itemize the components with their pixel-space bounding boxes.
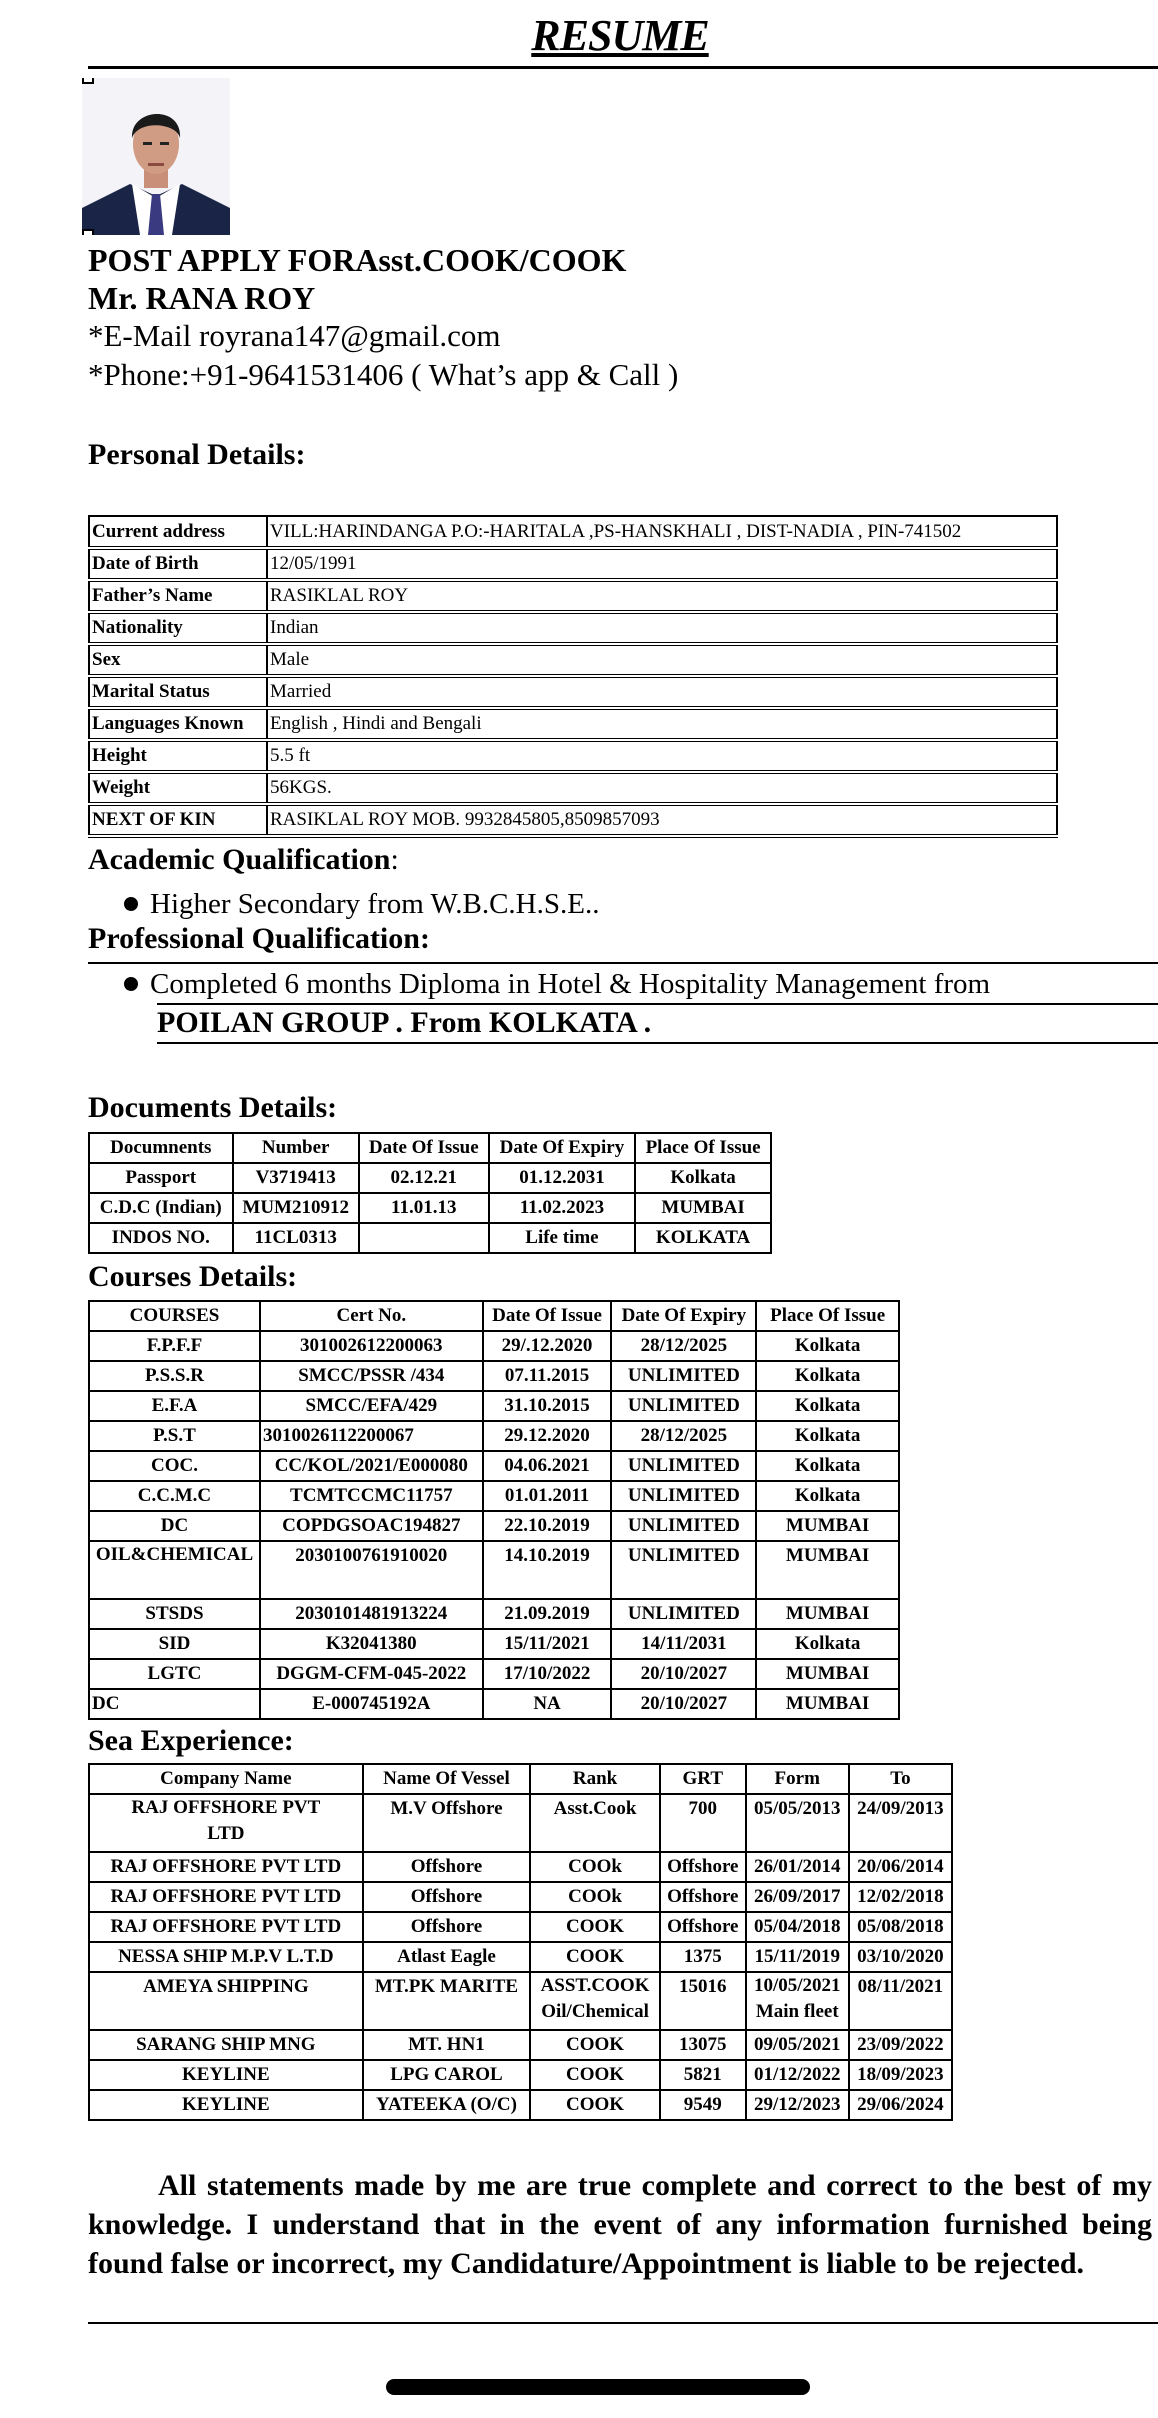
resize-handle-top bbox=[82, 78, 94, 84]
cell: 9549 bbox=[660, 2090, 746, 2120]
cell: KEYLINE bbox=[89, 2090, 363, 2120]
cell: Atlast Eagle bbox=[363, 1942, 530, 1972]
table-row bbox=[89, 1361, 899, 1391]
row-label: Weight bbox=[89, 772, 267, 804]
cell: SMCC/PSSR /434 bbox=[260, 1361, 483, 1391]
cell: COOK bbox=[530, 1912, 660, 1942]
cell: 21.09.2019 bbox=[483, 1599, 612, 1629]
cell: 2030100761910020 bbox=[260, 1541, 483, 1599]
courses-heading: Courses Details: bbox=[88, 1260, 298, 1293]
row-value: Married bbox=[267, 676, 1057, 708]
column-header: Cert No. bbox=[260, 1301, 483, 1331]
professional-heading: Professional Qualification: bbox=[88, 922, 430, 955]
cell: RAJ OFFSHORE PVT LTD bbox=[89, 1852, 363, 1882]
row-label: NEXT OF KIN bbox=[89, 804, 267, 836]
cell: Offshore bbox=[363, 1912, 530, 1942]
candidate-name: Mr. RANA ROY bbox=[88, 280, 316, 316]
table-row bbox=[89, 1599, 899, 1629]
declaration-text: All statements made by me are true complete and correct to the best of my knowledge. I understand that in the event of any information furnished being found false or incorrect, my Candidature/Appointment is liable to be rejected. bbox=[88, 2169, 1152, 2280]
cell: UNLIMITED bbox=[611, 1451, 756, 1481]
cell: 3010026112200067 bbox=[260, 1421, 483, 1451]
professional-item bbox=[124, 968, 990, 1001]
cell: COC. bbox=[89, 1451, 260, 1481]
cell: 15/11/2019 bbox=[746, 1942, 849, 1972]
row-value: English , Hindi and Bengali bbox=[267, 708, 1057, 740]
cell: DC bbox=[89, 1689, 260, 1719]
cell: COOK bbox=[530, 2060, 660, 2090]
cell: C.D.C (Indian) bbox=[89, 1193, 233, 1223]
table-row bbox=[89, 1882, 952, 1912]
table-row bbox=[89, 1689, 899, 1719]
table-row bbox=[89, 1541, 899, 1599]
cell: RAJ OFFSHORE PVT LTD bbox=[89, 1912, 363, 1942]
column-header: Documnents bbox=[89, 1133, 233, 1163]
cell: P.S.T bbox=[89, 1421, 260, 1451]
cell: MT.PK MARITE bbox=[363, 1972, 530, 2030]
cell: OIL&CHEMICAL bbox=[89, 1541, 260, 1599]
cell: 20/10/2027 bbox=[611, 1689, 756, 1719]
cell: 29/06/2024 bbox=[849, 2090, 952, 2120]
cell: 23/09/2022 bbox=[849, 2030, 952, 2060]
table-row bbox=[89, 1972, 952, 2030]
cell: 29.12.2020 bbox=[483, 1421, 612, 1451]
cell: 05/08/2018 bbox=[849, 1912, 952, 1942]
resize-handle-bottom bbox=[82, 229, 94, 235]
cell: 05/05/2013 bbox=[746, 1794, 849, 1852]
cell bbox=[359, 1223, 489, 1253]
cell: E-000745192A bbox=[260, 1689, 483, 1719]
table-header-row bbox=[89, 1301, 899, 1331]
table-row bbox=[89, 1391, 899, 1421]
cell: 12/02/2018 bbox=[849, 1882, 952, 1912]
cell: MUMBAI bbox=[756, 1599, 899, 1629]
cell: MUMBAI bbox=[756, 1541, 899, 1599]
cell: 31.10.2015 bbox=[483, 1391, 612, 1421]
phone-line: *Phone:+91-9641531406 ( What’s app & Call ) bbox=[88, 357, 679, 392]
sea-experience-heading: Sea Experience: bbox=[88, 1724, 294, 1757]
professional-underline bbox=[157, 1003, 1158, 1005]
table-header-row bbox=[89, 1133, 771, 1163]
table-row bbox=[89, 804, 1057, 836]
table-row bbox=[89, 580, 1057, 612]
cell: 18/09/2023 bbox=[849, 2060, 952, 2090]
cell: MUMBAI bbox=[756, 1659, 899, 1689]
cell: RAJ OFFSHORE PVT LTD bbox=[89, 1794, 363, 1852]
cell: Kolkata bbox=[756, 1331, 899, 1361]
column-header: Form bbox=[746, 1764, 849, 1794]
cell: TCMTCCMC11757 bbox=[260, 1481, 483, 1511]
column-header: To bbox=[849, 1764, 952, 1794]
cell: SARANG SHIP MNG bbox=[89, 2030, 363, 2060]
cell: 29/12/2023 bbox=[746, 2090, 849, 2120]
cell: Offshore bbox=[660, 1852, 746, 1882]
professional-institute: POILAN GROUP . From KOLKATA . bbox=[157, 1006, 652, 1039]
table-row bbox=[89, 1163, 771, 1193]
cell: 10/05/2021 Main fleet bbox=[746, 1972, 849, 2030]
cell: Asst.Cook bbox=[530, 1794, 660, 1852]
post-applied: POST APPLY FORAsst.COOK/COOK bbox=[88, 242, 627, 278]
table-row bbox=[89, 1794, 952, 1852]
cell: COOK bbox=[530, 2030, 660, 2060]
professional-item-text: Completed 6 months Diploma in Hotel & Hospitality Management from bbox=[150, 968, 991, 1000]
cell: KOLKATA bbox=[635, 1223, 771, 1253]
declaration bbox=[88, 2166, 1152, 2283]
cell: Kolkata bbox=[756, 1451, 899, 1481]
cell: MUM210912 bbox=[233, 1193, 359, 1223]
cell: K32041380 bbox=[260, 1629, 483, 1659]
cell: 28/12/2025 bbox=[611, 1421, 756, 1451]
table-row bbox=[89, 708, 1057, 740]
cell: 03/10/2020 bbox=[849, 1942, 952, 1972]
cell: 29/.12.2020 bbox=[483, 1331, 612, 1361]
cell: COOK bbox=[530, 1942, 660, 1972]
cell: MUMBAI bbox=[756, 1511, 899, 1541]
academic-item bbox=[124, 888, 599, 921]
cell: E.F.A bbox=[89, 1391, 260, 1421]
cell: 1375 bbox=[660, 1942, 746, 1972]
cell: 28/12/2025 bbox=[611, 1331, 756, 1361]
cell: ASST.COOK Oil/Chemical bbox=[530, 1972, 660, 2030]
column-header: Name Of Vessel bbox=[363, 1764, 530, 1794]
cell: Kolkata bbox=[756, 1481, 899, 1511]
cell: AMEYA SHIPPING bbox=[89, 1972, 363, 2030]
table-row bbox=[89, 1193, 771, 1223]
table-row bbox=[89, 2060, 952, 2090]
cell: UNLIMITED bbox=[611, 1511, 756, 1541]
column-header: Rank bbox=[530, 1764, 660, 1794]
cell: RAJ OFFSHORE PVT LTD bbox=[89, 1882, 363, 1912]
cell: UNLIMITED bbox=[611, 1541, 756, 1599]
person-photo-icon bbox=[82, 78, 230, 235]
row-label: Languages Known bbox=[89, 708, 267, 740]
table-header-row bbox=[89, 1764, 952, 1794]
table-row bbox=[89, 1942, 952, 1972]
table-row bbox=[89, 612, 1057, 644]
cell: YATEEKA (O/C) bbox=[363, 2090, 530, 2120]
column-header: Number bbox=[233, 1133, 359, 1163]
cell: KEYLINE bbox=[89, 2060, 363, 2090]
column-header: COURSES bbox=[89, 1301, 260, 1331]
courses-table bbox=[88, 1300, 900, 1720]
cell: NA bbox=[483, 1689, 612, 1719]
table-row bbox=[89, 676, 1057, 708]
cell: C.C.M.C bbox=[89, 1481, 260, 1511]
cell: Offshore bbox=[660, 1882, 746, 1912]
table-row bbox=[89, 1481, 899, 1511]
cell: 01.01.2011 bbox=[483, 1481, 612, 1511]
cell: Kolkata bbox=[756, 1361, 899, 1391]
cell: INDOS NO. bbox=[89, 1223, 233, 1253]
cell: SID bbox=[89, 1629, 260, 1659]
cell: COOk bbox=[530, 1882, 660, 1912]
professional-divider bbox=[88, 962, 1158, 964]
cell: MT. HN1 bbox=[363, 2030, 530, 2060]
cell: P.S.S.R bbox=[89, 1361, 260, 1391]
table-row bbox=[89, 1912, 952, 1942]
row-value: Male bbox=[267, 644, 1057, 676]
cell: UNLIMITED bbox=[611, 1391, 756, 1421]
cell: 11.01.13 bbox=[359, 1193, 489, 1223]
academic-heading-colon: : bbox=[390, 843, 399, 876]
cell: 17/10/2022 bbox=[483, 1659, 612, 1689]
title-divider bbox=[88, 66, 1158, 69]
documents-table bbox=[88, 1132, 772, 1254]
cell: 08/11/2021 bbox=[849, 1972, 952, 2030]
cell: 20/10/2027 bbox=[611, 1659, 756, 1689]
table-row bbox=[89, 1659, 899, 1689]
cell: Kolkata bbox=[756, 1391, 899, 1421]
cell: 13075 bbox=[660, 2030, 746, 2060]
table-row bbox=[89, 740, 1057, 772]
personal-details-heading: Personal Details: bbox=[88, 438, 306, 471]
row-label: Father’s Name bbox=[89, 580, 267, 612]
column-header: Date Of Issue bbox=[483, 1301, 612, 1331]
column-header: Date Of Issue bbox=[359, 1133, 489, 1163]
cell: Offshore bbox=[363, 1852, 530, 1882]
cell: V3719413 bbox=[233, 1163, 359, 1193]
table-row bbox=[89, 1629, 899, 1659]
cell: UNLIMITED bbox=[611, 1361, 756, 1391]
column-header: Date Of Expiry bbox=[489, 1133, 635, 1163]
bullet-icon bbox=[124, 897, 138, 911]
cell: 14/11/2031 bbox=[611, 1629, 756, 1659]
table-row bbox=[89, 2090, 952, 2120]
cell: 5821 bbox=[660, 2060, 746, 2090]
cell: Offshore bbox=[660, 1912, 746, 1942]
cell: DGGM-CFM-045-2022 bbox=[260, 1659, 483, 1689]
row-label: Height bbox=[89, 740, 267, 772]
academic-item-text: Higher Secondary from W.B.C.H.S.E.. bbox=[150, 888, 600, 920]
row-value: 5.5 ft bbox=[267, 740, 1057, 772]
table-row bbox=[89, 2030, 952, 2060]
cell: MUMBAI bbox=[635, 1193, 771, 1223]
cell: 20/06/2014 bbox=[849, 1852, 952, 1882]
cell: 22.10.2019 bbox=[483, 1511, 612, 1541]
academic-heading bbox=[88, 843, 399, 877]
cell: 07.11.2015 bbox=[483, 1361, 612, 1391]
table-row bbox=[89, 1331, 899, 1361]
cell: Offshore bbox=[363, 1882, 530, 1912]
cell: 04.06.2021 bbox=[483, 1451, 612, 1481]
cell: 01/12/2022 bbox=[746, 2060, 849, 2090]
profile-photo bbox=[82, 78, 230, 235]
cell: Kolkata bbox=[756, 1421, 899, 1451]
professional-underline-2 bbox=[157, 1042, 1158, 1044]
table-row bbox=[89, 1511, 899, 1541]
academic-heading-text: Academic Qualification bbox=[88, 843, 391, 876]
row-label: Sex bbox=[89, 644, 267, 676]
row-value: 56KGS. bbox=[267, 772, 1057, 804]
cell: F.P.F.F bbox=[89, 1331, 260, 1361]
row-value: RASIKLAL ROY MOB. 9932845805,8509857093 bbox=[267, 804, 1057, 836]
page-title: RESUME bbox=[531, 11, 709, 60]
cell: STSDS bbox=[89, 1599, 260, 1629]
cell: DC bbox=[89, 1511, 260, 1541]
cell: 301002612200063 bbox=[260, 1331, 483, 1361]
cell: Passport bbox=[89, 1163, 233, 1193]
cell: Kolkata bbox=[756, 1629, 899, 1659]
table-row bbox=[89, 1852, 952, 1882]
cell: 14.10.2019 bbox=[483, 1541, 612, 1599]
cell: 11CL0313 bbox=[233, 1223, 359, 1253]
row-label: Marital Status bbox=[89, 676, 267, 708]
cell: UNLIMITED bbox=[611, 1599, 756, 1629]
cell: 24/09/2013 bbox=[849, 1794, 952, 1852]
sea-experience-table bbox=[88, 1763, 953, 2121]
table-row bbox=[89, 548, 1057, 580]
table-row bbox=[89, 1451, 899, 1481]
cell: 700 bbox=[660, 1794, 746, 1852]
column-header: Place Of Issue bbox=[635, 1133, 771, 1163]
cell: SMCC/EFA/429 bbox=[260, 1391, 483, 1421]
row-value: VILL:HARINDANGA P.O:-HARITALA ,PS-HANSKHALI , DIST-NADIA , PIN-741502 bbox=[267, 516, 1057, 548]
cell: 05/04/2018 bbox=[746, 1912, 849, 1942]
cell: LPG CAROL bbox=[363, 2060, 530, 2090]
table-row bbox=[89, 516, 1057, 548]
cell: 2030101481913224 bbox=[260, 1599, 483, 1629]
email-line: *E-Mail royrana147@gmail.com bbox=[88, 318, 501, 353]
row-label: Nationality bbox=[89, 612, 267, 644]
declaration-underline bbox=[88, 2322, 1158, 2324]
cell: 01.12.2031 bbox=[489, 1163, 635, 1193]
cell: M.V Offshore bbox=[363, 1794, 530, 1852]
row-value: RASIKLAL ROY bbox=[267, 580, 1057, 612]
column-header: Place Of Issue bbox=[756, 1301, 899, 1331]
table-row bbox=[89, 644, 1057, 676]
cell: 26/09/2017 bbox=[746, 1882, 849, 1912]
table-row bbox=[89, 1223, 771, 1253]
column-header: Company Name bbox=[89, 1764, 363, 1794]
documents-heading: Documents Details: bbox=[88, 1091, 338, 1124]
cell: 15016 bbox=[660, 1972, 746, 2030]
cell: 26/01/2014 bbox=[746, 1852, 849, 1882]
row-value: 12/05/1991 bbox=[267, 548, 1057, 580]
cell: COPDGSOAC194827 bbox=[260, 1511, 483, 1541]
personal-details-table bbox=[88, 515, 1058, 838]
cell: 11.02.2023 bbox=[489, 1193, 635, 1223]
home-indicator-bar[interactable] bbox=[386, 2379, 810, 2395]
row-label: Current address bbox=[89, 516, 267, 548]
bullet-icon bbox=[124, 977, 138, 991]
column-header: Date Of Expiry bbox=[611, 1301, 756, 1331]
cell: LGTC bbox=[89, 1659, 260, 1689]
cell: NESSA SHIP M.P.V L.T.D bbox=[89, 1942, 363, 1972]
cell: 15/11/2021 bbox=[483, 1629, 612, 1659]
row-label: Date of Birth bbox=[89, 548, 267, 580]
cell: COOK bbox=[530, 2090, 660, 2120]
cell: Kolkata bbox=[635, 1163, 771, 1193]
column-header: GRT bbox=[660, 1764, 746, 1794]
cell: CC/KOL/2021/E000080 bbox=[260, 1451, 483, 1481]
cell: Life time bbox=[489, 1223, 635, 1253]
table-row bbox=[89, 772, 1057, 804]
cell: 09/05/2021 bbox=[746, 2030, 849, 2060]
cell: UNLIMITED bbox=[611, 1481, 756, 1511]
table-row bbox=[89, 1421, 899, 1451]
cell: COOk bbox=[530, 1852, 660, 1882]
row-value: Indian bbox=[267, 612, 1057, 644]
cell: 02.12.21 bbox=[359, 1163, 489, 1193]
cell: MUMBAI bbox=[756, 1689, 899, 1719]
